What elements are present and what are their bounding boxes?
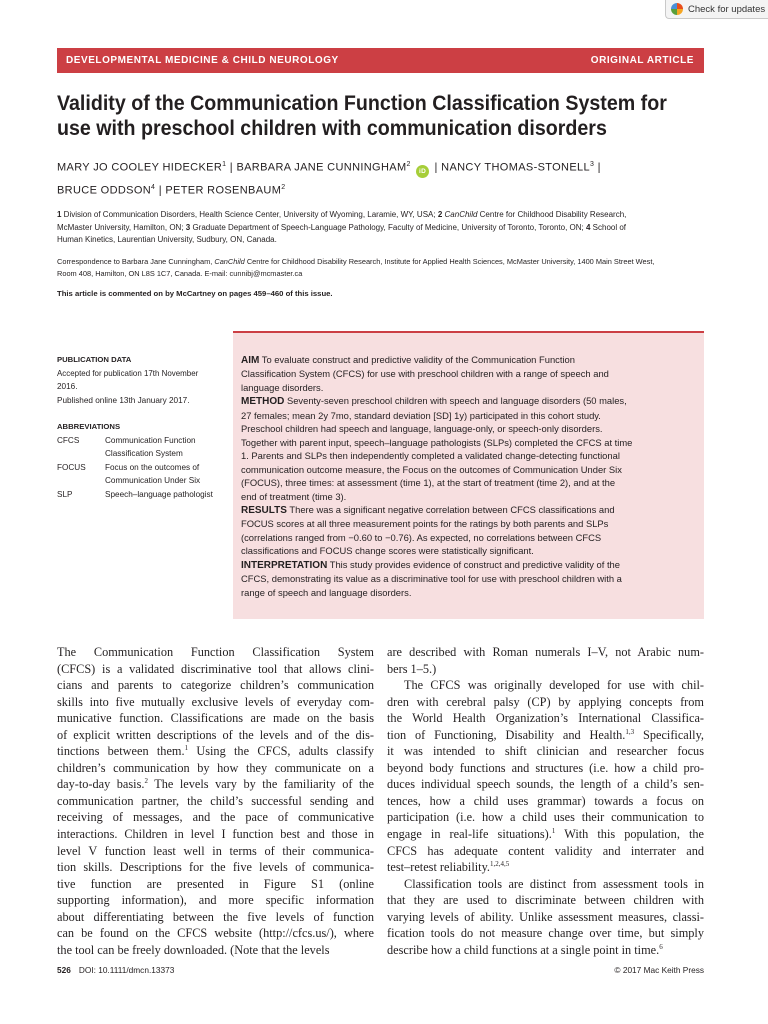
body-line: supporting information), and more specific information	[57, 893, 374, 908]
crossmark-icon	[671, 3, 683, 15]
page-number: 526	[57, 965, 71, 975]
body-line: interactions. Children in level I function best and those in	[57, 827, 374, 842]
publication-accepted-year: 2016.	[57, 382, 78, 391]
body-line: participation (i.e. how a child uses their communication to	[387, 810, 704, 825]
body-line: tion of Functioning, Disability and Health.$^{1,3}$ Specifically,	[387, 727, 705, 742]
affiliations: 1 Division of Communication Disorders, Health Science Center, University of Wyoming, Laramie, WY, USA; 2 CanChild Centre for Childhood Disability Research, McMaster University, Hamilton, ON; 3 Graduate Department of Speech-Language Pathology, Faculty of Medicine, University of Toronto, Toronto, ON; 4 School of Human Kinetics, Laurentian University, Sudbury, ON, Canada.	[57, 210, 627, 244]
body-line: engage in real-life situations).$^1$ With this population, the	[387, 826, 704, 842]
body-line: receiving of messages, and the pace of communicative	[57, 810, 374, 825]
orcid-icon[interactable]: iD	[416, 165, 429, 178]
body-paragraph	[57, 644, 374, 958]
abstract-line: INTERPRETATION This study provides evidence of construct and predictive validity of the	[241, 558, 620, 571]
abstract-method	[241, 394, 704, 503]
abbreviation-term: SLP	[57, 489, 73, 499]
abbreviation-definition: Communication Under Six	[105, 476, 201, 485]
body-line: tinctions between them.$^1$ Using the CFCS, adults classify	[57, 744, 374, 759]
publication-data-heading: PUBLICATION DATA	[57, 355, 132, 364]
body-line: dren with cerebral palsy (CP) by applying concepts from	[387, 694, 704, 709]
abstract-line: classifications and FOCUS change scores were statistically significant.	[241, 545, 534, 557]
body-line: varying levels of ability. Unlike assessment measures, classi-	[387, 909, 704, 924]
abbreviation-term: FOCUS	[57, 462, 86, 472]
abbreviations-heading: ABBREVIATIONS	[57, 422, 121, 431]
body-line: about differentiating between the five levels of function	[57, 909, 374, 924]
body-line: cians and parents to categorize children’s communication	[57, 678, 374, 693]
body-line: of explicit written descriptions of the levels and of the dis-	[57, 727, 374, 742]
abstract-line: METHOD Seventy-seven preschool children with speech and language disorders (50 males,	[241, 395, 627, 408]
abstract-line: FOCUS scores at all three measurement points for the ratings by both parents and SLPs	[241, 518, 609, 530]
body-line: (CFCS) is a validated discriminative tool that allows clini-	[57, 661, 374, 676]
body-line: Classification tools are distinct from assessment tools in	[404, 876, 704, 891]
body-column-left	[57, 644, 374, 958]
abstract-line: (correlations ranged from −0.60 to −0.76). As expected, no correlations between CFCS	[241, 531, 602, 543]
body-line: fication tools do not measure change over time, but simply	[387, 926, 704, 941]
article-type: ORIGINAL ARTICLE	[590, 55, 694, 66]
abstract-line: (FOCUS), three times: at assessment (time 1), at the start of treatment (time 2), and at the	[241, 477, 616, 489]
body-line: the World Health Organization’s International Classifica-	[387, 711, 704, 726]
body-line: beyond body functions and structures (i.e. how a child pro-	[387, 760, 704, 775]
abbreviation-definition: Communication Function	[105, 435, 196, 445]
body-line: municative function. Classifications are made on the basis	[57, 711, 374, 726]
journal-banner	[57, 48, 704, 73]
body-line: tion skills. Descriptions for the five levels of communica-	[57, 860, 374, 875]
article-title	[57, 91, 674, 141]
abstract-line: Classification System (CFCS) for use with preschool children with a range of speech and	[241, 368, 609, 380]
journal-name: DEVELOPMENTAL MEDICINE & CHILD NEUROLOGY	[66, 55, 339, 66]
body-line: tive function are presented in Figure S1 (online	[57, 876, 374, 891]
body-line: the tool can be freely downloaded. (Note that the levels	[57, 942, 330, 957]
abstract-line: AIM To evaluate construct and predictive validity of the Communication Function	[241, 354, 575, 366]
copyright: © 2017 Mac Keith Press	[614, 965, 704, 975]
author-name: BRUCE ODDSON	[57, 184, 152, 197]
check-for-updates-label: Check for updates	[688, 3, 766, 15]
body-line: CFCS has adequate content validity and interrater and	[387, 843, 704, 858]
abstract-line: CFCS, demonstrating its value as a discriminative tool for use with preschool children with a	[241, 573, 622, 585]
correspondence: Correspondence to Barbara Jane Cunningham, CanChild Centre for Childhood Disability Research, Institute for Applied Health Sciences, McMaster University, 1400 Main Street West, Room 408, Hamilton, ON L8S 1C7, Canada. E-mail: cunnibj@mcmaster.ca	[57, 257, 655, 278]
article-sidebar	[57, 353, 232, 501]
body-line: bers 1–5.)	[387, 661, 437, 676]
author-name: NANCY THOMAS-STONELL	[441, 161, 590, 174]
abbreviation-row	[57, 461, 232, 475]
abstract-box	[233, 331, 704, 619]
author-name: MARY JO COOLEY HIDECKER	[57, 161, 223, 174]
publication-online: Published online 13th January 2017.	[57, 395, 190, 405]
abbreviation-row	[57, 447, 232, 461]
abbreviation-row	[57, 434, 232, 448]
abstract-line: RESULTS There was a significant negative correlation between CFCS classifications and	[241, 503, 615, 516]
title-line-2: use with preschool children with communication disorders	[57, 117, 607, 140]
abbreviation-row	[57, 474, 232, 488]
body-line: level V function least well in terms of their communica-	[57, 843, 374, 858]
author-name: PETER ROSENBAUM	[165, 184, 282, 197]
body-line: duces individual speech sounds, the length of a child’s sen-	[387, 777, 704, 792]
abstract-heading: RESULTS	[241, 504, 287, 516]
body-line: children’s communication by how they communicate on a	[57, 760, 374, 775]
abbreviation-definition: Classification System	[105, 449, 183, 458]
abbreviation-definition: Focus on the outcomes of	[105, 462, 200, 472]
abbreviation-definition: Speech–language pathologist	[105, 489, 213, 499]
abbreviation-row	[57, 488, 232, 502]
body-line: skills into five mutually exclusive levels of everyday com-	[57, 694, 374, 709]
abstract-line: range of speech and language disorders.	[241, 586, 412, 598]
body-line: it was intended to shift clinician and researcher focus	[387, 744, 704, 759]
author-name: BARBARA JANE CUNNINGHAM	[236, 161, 407, 174]
abstract-line: communication outcome measure, the Focus on the outcomes of Communication Under Six	[241, 463, 622, 475]
body-line: describe how a child functions at a single point in time.$^6$	[387, 942, 663, 957]
body-line: that they are used to discriminate between children with	[387, 893, 704, 908]
body-line: day-to-day basis.$^2$ The levels vary by the familiarity of the	[57, 777, 374, 792]
body-paragraph	[387, 677, 704, 876]
check-for-updates-button[interactable]	[665, 0, 768, 19]
abstract-line: Together with parent input, speech–language pathologists (SLPs) completed the CFCS at time	[241, 436, 633, 448]
abstract-line: 1. Parents and SLPs then independently completed a validated change-detecting functional	[241, 450, 620, 462]
commentary-note: This article is commented on by McCartney on pages 459–460 of this issue.	[57, 289, 333, 298]
abbreviations-list	[57, 434, 232, 502]
abstract-line: language disorders.	[241, 381, 324, 393]
abbreviation-term: CFCS	[57, 435, 80, 445]
abstract-line: Preschool children had speech and language, language-only, or speech-only disorders.	[241, 423, 603, 435]
body-paragraph	[387, 644, 704, 677]
title-line-1: Validity of the Communication Function Classification System for	[57, 92, 667, 115]
body-line: tences, how a child uses grammar) towards a focus on	[387, 793, 704, 808]
body-line: The Communication Function Classification System	[57, 645, 374, 659]
body-line: can be found on the CFCS website (http://cfcs.us/), where	[57, 926, 374, 941]
body-line: The CFCS was originally developed for use with chil-	[404, 678, 704, 693]
body-line: test–retest reliability.$^{1,2,4,5}$	[387, 860, 510, 875]
doi: DOI: 10.1111/dmcn.13373	[78, 965, 175, 975]
page-footer	[57, 965, 704, 975]
abstract-line: end of treatment (time 3).	[241, 490, 347, 502]
abstract-heading: INTERPRETATION	[241, 559, 328, 571]
body-column-right	[387, 644, 704, 958]
abstract-results	[241, 503, 704, 558]
abstract-line: 27 females; mean 2y 7mo, standard deviation [SD] 1y) participated in this cohort study.	[241, 409, 601, 421]
abstract-aim	[241, 353, 704, 394]
body-line: are described with Roman numerals I–V, not Arabic num-	[387, 645, 704, 659]
body-paragraph	[387, 876, 704, 959]
abstract-heading: AIM	[241, 355, 260, 366]
body-line: communication partner, the child’s successful sending and	[57, 793, 374, 808]
abstract-interpretation	[241, 558, 704, 599]
publication-accepted: Accepted for publication 17th November	[57, 368, 199, 378]
author-list: MARY JO COOLEY HIDECKER$^1$ | BARBARA JANE CUNNINGHAM$^2$ iD | NANCY THOMAS-STONELL$^3$ | BRUCE ODDSON$^4$ | PETER ROSENBAUM$^2$	[57, 161, 601, 197]
abstract-heading: METHOD	[241, 396, 285, 408]
